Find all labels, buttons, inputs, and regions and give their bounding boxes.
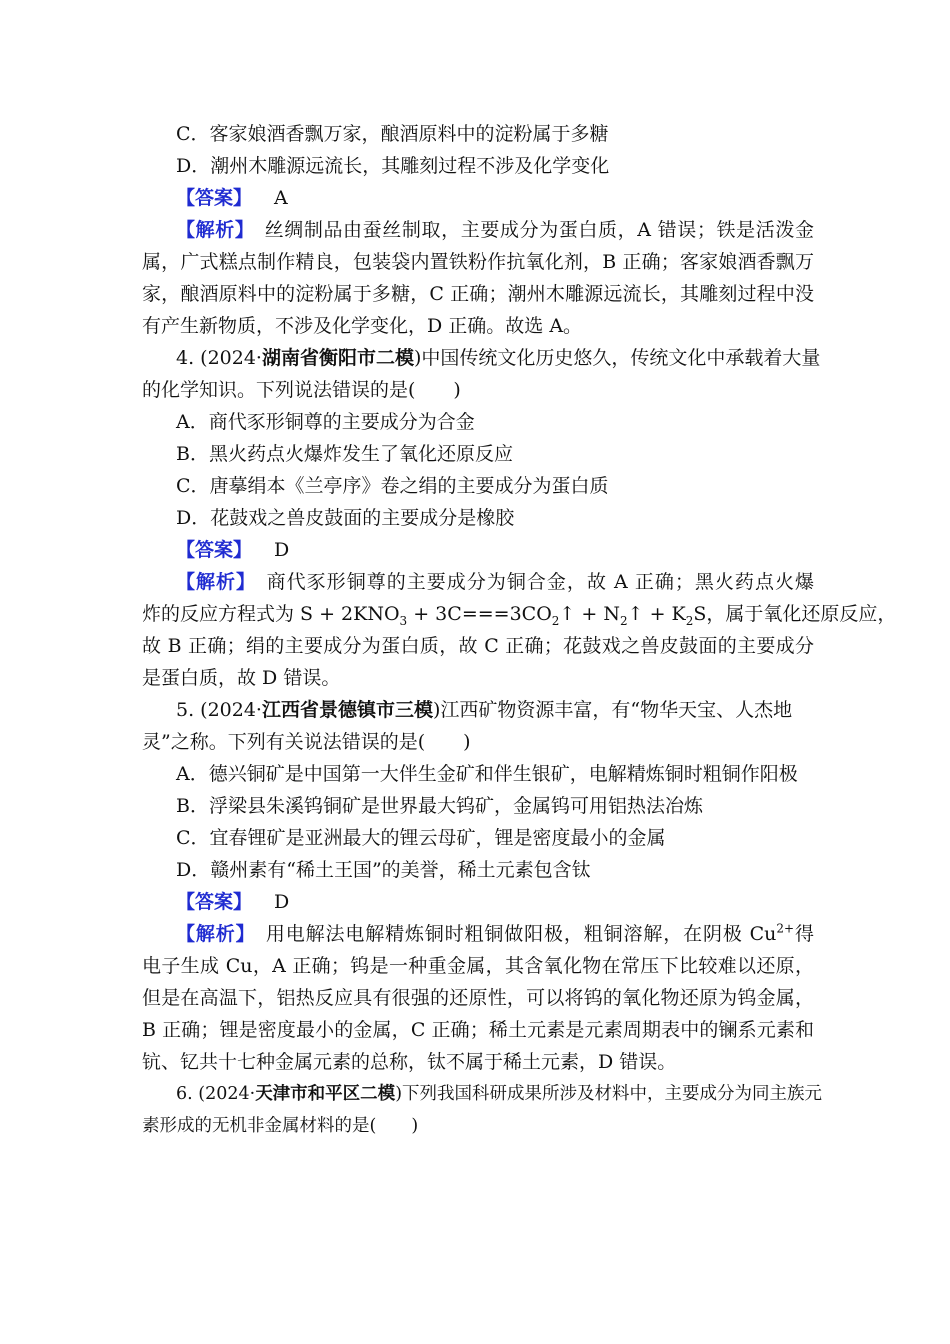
- q5-analysis-text-1-end: 得: [794, 923, 814, 945]
- q5-stem-line-2: 灵”之称。下列有关说法错误的是( ): [142, 731, 471, 753]
- q5-analysis-line-2: 电子生成 Cu，A 正确；钨是一种重金属，其含氧化物在常压下比较难以还原，: [142, 955, 814, 977]
- q6-number: 6. (2024·: [176, 1084, 256, 1104]
- equation-text: + 3C===3CO: [407, 603, 552, 625]
- analysis-tag: 【解析】: [176, 219, 245, 241]
- subscript: 2: [619, 613, 628, 628]
- q5-analysis-line-4: B 正确；锂是密度最小的金属，C 正确；稀土元素是元素周期表中的镧系元素和: [142, 1019, 814, 1041]
- q3-analysis-line-3: 家，酿酒原料中的淀粉属于多糖，C 正确；潮州木雕源远流长，其雕刻过程中没: [142, 283, 814, 305]
- q6-stem-line-1: [142, 1078, 823, 1110]
- q5-stem-line-1: [142, 694, 814, 726]
- q5-analysis-line-3: 但是在高温下，铝热反应具有很强的还原性，可以将钨的氧化物还原为钨金属，: [142, 987, 814, 1009]
- analysis-tag: 【解析】: [176, 571, 247, 593]
- q4-source: 湖南省衡阳市二模: [261, 347, 414, 369]
- equation-text: ↑ + N: [559, 603, 620, 625]
- q5-option-b: B．浮梁县朱溪钨铜矿是世界最大钨矿，金属钨可用铝热法冶炼: [176, 795, 703, 817]
- superscript: 2+: [776, 921, 795, 936]
- q5-answer-value: D: [274, 891, 290, 913]
- q3-analysis-line-1: [142, 214, 814, 246]
- q4-option-c: C．唐摹绢本《兰亭序》卷之绢的主要成分为蛋白质: [176, 475, 609, 497]
- q4-option-b: B．黑火药点火爆炸发生了氧化还原反应: [176, 443, 513, 465]
- q3-option-d: D．潮州木雕源远流长，其雕刻过程不涉及化学变化: [176, 155, 610, 177]
- q4-analysis-line-3: 故 B 正确；绢的主要成分为蛋白质，故 C 正确；花鼓戏之兽皮鼓面的主要成分: [142, 635, 814, 657]
- q3-answer-line: [142, 182, 814, 214]
- answer-tag: 【答案】: [176, 539, 253, 561]
- subscript: 3: [399, 613, 408, 628]
- document-page: [142, 118, 897, 1142]
- q5-option-d: D．赣州素有“稀土王国”的美誉，稀土元素包含钛: [176, 859, 591, 881]
- analysis-tag: 【解析】: [176, 923, 246, 945]
- answer-tag: 【答案】: [176, 891, 253, 913]
- subscript: 2: [551, 613, 560, 628]
- q6-stem-line-2: 素形成的无机非金属材料的是( ): [142, 1116, 419, 1136]
- q4-analysis-text-1: 商代豕形铜尊的主要成分为铜合金，故 A 正确；黑火药点火爆: [266, 571, 814, 593]
- q4-stem-text-1: )中国传统文化历史悠久，传统文化中承载着大量: [414, 347, 821, 369]
- q4-option-a: A．商代豕形铜尊的主要成分为合金: [176, 411, 475, 433]
- q4-answer-line: [142, 534, 814, 566]
- q3-analysis-line-2: 属，广式糕点制作精良，包装袋内置铁粉作抗氧化剂，B 正确；客家娘酒香飘万: [142, 251, 814, 273]
- equation-text: 炸的反应方程式为 S + 2KNO: [142, 603, 400, 625]
- q5-option-a: A．德兴铜矿是中国第一大伴生金矿和伴生银矿，电解精炼铜时粗铜作阳极: [176, 763, 798, 785]
- q3-answer-value: A: [274, 187, 288, 209]
- q4-stem-line-1: [142, 342, 821, 374]
- answer-tag: 【答案】: [176, 187, 253, 209]
- q5-analysis-line-5: 钪、钇共十七种金属元素的总称，钛不属于稀土元素，D 错误。: [142, 1051, 677, 1073]
- q4-analysis-equation-line: [142, 598, 897, 630]
- q4-stem-line-2: 的化学知识。下列说法错误的是( ): [142, 379, 461, 401]
- q3-analysis-text-1: 丝绸制品由蚕丝制取，主要成分为蛋白质，A 错误；铁是活泼金: [264, 219, 814, 241]
- q4-analysis-line-4: 是蛋白质，故 D 错误。: [142, 667, 341, 689]
- subscript: 2: [685, 613, 694, 628]
- equation-text: S，属于氧化还原反应，: [693, 603, 897, 625]
- q4-answer-value: D: [274, 539, 290, 561]
- q5-analysis-text-1: 用电解法电解精炼铜时粗铜做阳极，粗铜溶解，在阴极 Cu: [265, 923, 777, 945]
- q6-source: 天津市和平区二模: [255, 1084, 396, 1104]
- q5-source: 江西省景德镇市三模: [261, 699, 433, 721]
- q4-analysis-line-1: [142, 566, 814, 598]
- q5-stem-text-1: )江西矿物资源丰富，有“物华天宝、人杰地: [433, 699, 793, 721]
- q5-number: 5. (2024·: [176, 699, 262, 721]
- q5-analysis-line-1: [142, 918, 814, 950]
- q4-number: 4. (2024·: [176, 347, 262, 369]
- q3-option-c: C．客家娘酒香飘万家，酿酒原料中的淀粉属于多糖: [176, 123, 609, 145]
- q3-analysis-line-4: 有产生新物质，不涉及化学变化，D 正确。故选 A。: [142, 315, 583, 337]
- q5-option-c: C．宜春锂矿是亚洲最大的锂云母矿，锂是密度最小的金属: [176, 827, 666, 849]
- q4-option-d: D．花鼓戏之兽皮鼓面的主要成分是橡胶: [176, 507, 515, 529]
- q6-stem-text-1: )下列我国科研成果所涉及材料中，主要成分为同主族元: [395, 1084, 823, 1104]
- q5-answer-line: [142, 886, 814, 918]
- equation-text: ↑ + K: [627, 603, 686, 625]
